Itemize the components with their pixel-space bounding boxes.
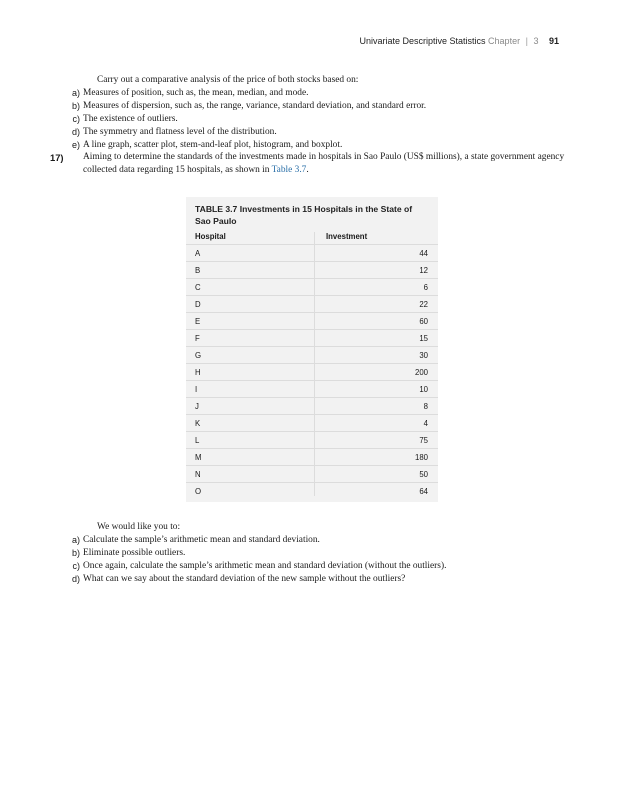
column-header-hospital: Hospital — [195, 232, 226, 241]
table-row — [186, 278, 438, 296]
table-row — [186, 329, 438, 347]
item-label: c) — [72, 561, 80, 571]
item-text: The existence of outliers. — [83, 114, 178, 124]
item-label: b) — [71, 548, 80, 558]
hospital-cell: B — [195, 266, 201, 275]
table-row — [186, 465, 438, 483]
investment-cell: 60 — [419, 317, 428, 326]
table-row — [186, 295, 438, 313]
item-label: d) — [71, 127, 80, 137]
problem-text-block — [83, 151, 570, 177]
hospital-cell: K — [195, 419, 201, 428]
investment-cell: 75 — [419, 436, 428, 445]
list-item — [67, 560, 565, 573]
hospital-cell: N — [195, 470, 201, 479]
item-text: A line graph, scatter plot, stem-and-leaf plot, histogram, and boxplot. — [83, 140, 343, 150]
investment-cell: 180 — [414, 453, 428, 462]
item-text: Eliminate possible outliers. — [83, 548, 186, 558]
table-row — [186, 448, 438, 466]
table-row — [186, 346, 438, 364]
table-row — [186, 482, 438, 500]
hospital-cell: I — [195, 385, 198, 394]
item-text: Once again, calculate the sample’s arithmetic mean and standard deviation (without the outliers). — [83, 561, 447, 571]
investment-cell: 30 — [419, 351, 428, 360]
problem-end: . — [306, 165, 309, 175]
hospital-cell: C — [195, 283, 201, 292]
table-header-row — [186, 232, 438, 244]
question-intro: Carry out a comparative analysis of the price of both stocks based on: — [97, 75, 359, 85]
list-item — [67, 534, 565, 547]
tasks-list — [67, 534, 565, 586]
hospital-cell: G — [195, 351, 202, 360]
tasks-intro: We would like you to: — [97, 522, 181, 532]
table-row — [186, 312, 438, 330]
list-item — [67, 126, 565, 139]
investment-cell: 12 — [419, 266, 428, 275]
table-row — [186, 363, 438, 381]
investment-cell: 10 — [419, 385, 428, 394]
hospital-cell: D — [195, 300, 201, 309]
hospital-cell: J — [195, 402, 199, 411]
investment-cell: 8 — [423, 402, 428, 411]
hospital-cell: O — [195, 487, 202, 496]
hospital-cell: H — [195, 368, 201, 377]
header-separator: | — [525, 36, 528, 46]
item-label: c) — [72, 114, 80, 124]
question-list — [67, 87, 565, 152]
page-number: 91 — [548, 36, 559, 46]
item-text: What can we say about the standard deviation of the new sample without the outliers? — [83, 574, 406, 584]
hospital-cell: A — [195, 249, 201, 258]
chapter-number: 3 — [533, 36, 539, 46]
item-text: Measures of dispersion, such as, the range, variance, standard deviation, and standard error. — [83, 101, 427, 111]
item-text: Calculate the sample’s arithmetic mean and standard deviation. — [83, 535, 320, 545]
table-row — [186, 380, 438, 398]
investment-cell: 44 — [419, 249, 428, 258]
item-text: Measures of position, such as, the mean, median, and mode. — [83, 88, 309, 98]
table-row — [186, 244, 438, 262]
problem-number: 17) — [50, 152, 64, 163]
table-row — [186, 261, 438, 279]
table-caption: TABLE 3.7 Investments in 15 Hospitals in the State of Sao Paulo — [195, 204, 413, 226]
investment-cell: 4 — [423, 419, 428, 428]
running-title: Univariate Descriptive Statistics — [359, 36, 486, 46]
list-item — [67, 547, 565, 560]
investment-cell: 200 — [414, 368, 428, 377]
problem-text: Aiming to determine the standards of the investments made in hospitals in Sao Paulo (US$ millions), a state government agency collected data regarding 15 hospitals, as shown in — [83, 152, 565, 175]
list-item — [67, 113, 565, 126]
item-label: b) — [71, 101, 80, 111]
list-item — [67, 100, 565, 113]
investment-cell: 22 — [419, 300, 428, 309]
investment-cell: 6 — [423, 283, 428, 292]
table-3-7 — [186, 197, 438, 502]
table-row — [186, 414, 438, 432]
list-item — [67, 573, 565, 586]
item-label: a) — [71, 535, 80, 545]
table-row — [186, 397, 438, 415]
column-header-investment: Investment — [326, 232, 368, 241]
hospital-cell: M — [195, 453, 202, 462]
running-header — [359, 36, 559, 46]
item-label: e) — [71, 140, 80, 150]
item-label: d) — [71, 574, 80, 584]
investment-cell: 15 — [419, 334, 428, 343]
hospital-cell: F — [195, 334, 200, 343]
problem-17 — [50, 151, 570, 177]
investment-cell: 64 — [419, 487, 428, 496]
hospital-cell: E — [195, 317, 201, 326]
table-reference-link[interactable]: Table 3.7 — [271, 165, 307, 175]
hospital-cell: L — [195, 436, 200, 445]
item-text: The symmetry and flatness level of the distribution. — [83, 127, 277, 137]
chapter-label: Chapter — [488, 36, 521, 46]
investment-cell: 50 — [419, 470, 428, 479]
list-item — [67, 87, 565, 100]
table-row — [186, 431, 438, 449]
item-label: a) — [71, 88, 80, 98]
